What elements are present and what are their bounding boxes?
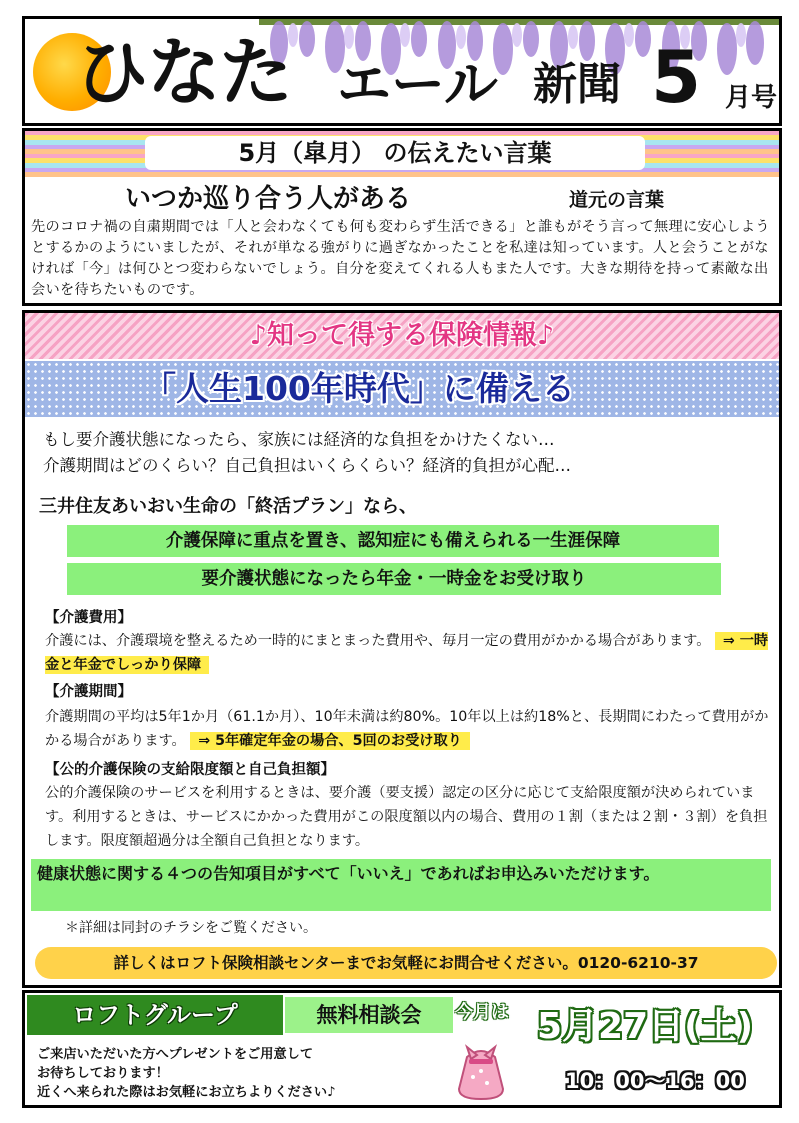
event-date: 5月27日(土) xyxy=(537,1006,754,1047)
insurance-plan: 三井住友あいおい生命の「終活プラン」なら、 xyxy=(39,496,417,517)
words-heading: 5月（皐月） の伝えたい言葉 xyxy=(145,136,645,170)
consult-message-line: ご来店いただいた方へプレゼントをご用意して xyxy=(37,1047,314,1062)
words-phrase: いつか巡り合う人がある xyxy=(125,184,412,214)
section-highlight: ⇒ 一時金と年金でしっかり保障 xyxy=(45,633,769,673)
words-of-month-section xyxy=(22,128,782,306)
section-body-text: 介護には、介護環境を整えるため一時的にまとまった費用や、毎月一定の費用がかかる場合があります。 xyxy=(45,633,711,649)
consult-message-line: 近くへ来られた際はお気軽にお立ちよりください♪ xyxy=(37,1085,336,1100)
gift-bag-icon xyxy=(453,1037,509,1101)
insurance-intro xyxy=(43,427,571,479)
consultation-section xyxy=(22,990,782,1108)
insurance-title: ♪知って得する保険情報♪ xyxy=(249,320,555,351)
issue-label: 月号 xyxy=(725,83,778,113)
words-source: 道元の言葉 xyxy=(569,189,665,211)
section-heading: 【公的介護保険の支給限度額と自己負担額】 xyxy=(45,762,335,778)
issue-month: 5 xyxy=(651,35,702,119)
newsletter-title-sub: エール xyxy=(337,53,498,116)
free-consult-label: 無料相談会 xyxy=(285,997,453,1033)
newsletter-title: ひなた xyxy=(75,30,291,116)
section-body: 公的介護保険のサービスを利用するときは、要介護（要支援）認定の区分に応じて支給限度額が決められています。利用するときは、サービスにかかった費用がこの限度額以内の場合、費用の１割（または２割・３割）を負担します。限度額超過分は全額自己負担となります。 xyxy=(45,785,768,849)
section-highlight: ⇒ 5年確定年金の場合、5回のお受け取り xyxy=(190,732,470,750)
consult-message xyxy=(37,1045,336,1102)
insurance-headline: 「人生100年時代」に備える xyxy=(143,369,575,408)
section-body xyxy=(45,629,769,677)
consult-message-line: お待ちしております！ xyxy=(37,1066,169,1081)
section-heading: 【介護期間】 xyxy=(45,684,132,700)
application-notice: 健康状態に関する４つの告知項目がすべて「いいえ」であればお申込みいただけます。 xyxy=(31,859,771,911)
section-body-text: 介護期間の平均は5年1か月（61.1か月）、10年未満は約80%。10年以上は約18%と、長期間にわたって費用がかかる場合があります。 xyxy=(45,709,769,749)
insurance-feature: 介護保障に重点を置き、認知症にも備えられる一生涯保障 xyxy=(67,525,719,557)
words-body: 先のコロナ禍の自粛期間では「人と会わなくても何も変わらず生活できる」と誰もがそう言って無理に安心しようとするかのようにいましたが、それが単なる強がりに過ぎなかったことを私達は知っています。人と会うことがなければ「今」は何ひとつ変わらないでしょう。自分を変えてくれる人もまた人です。大きな期待を持って素敵な出会いを待ちたいものです。 xyxy=(31,219,770,298)
insurance-intro-line: 介護期間はどのくらい？自己負担はいくらくらい？経済的負担が心配… xyxy=(43,456,571,475)
insurance-info-section xyxy=(22,310,782,988)
section-heading: 【介護費用】 xyxy=(45,610,132,626)
event-time: 10：00〜16：00 xyxy=(565,1069,745,1093)
group-name-label: ロフトグループ xyxy=(27,995,283,1035)
newsletter-title-paper: 新聞 xyxy=(533,59,621,110)
details-note: ＊詳細は同封のチラシをご覧ください。 xyxy=(65,920,317,936)
insurance-feature: 要介護状態になったら年金・一時金をお受け取り xyxy=(67,563,721,595)
contact-banner: 詳しくはロフト保険相談センターまでお気軽にお問合せください。0120-6210-37 xyxy=(35,947,777,979)
newsletter-header xyxy=(22,16,782,126)
section-body xyxy=(45,705,769,753)
insurance-intro-line: もし要介護状態になったら、家族には経済的な負担をかけたくない… xyxy=(43,430,555,449)
this-month-label: 今月は xyxy=(455,1002,509,1023)
